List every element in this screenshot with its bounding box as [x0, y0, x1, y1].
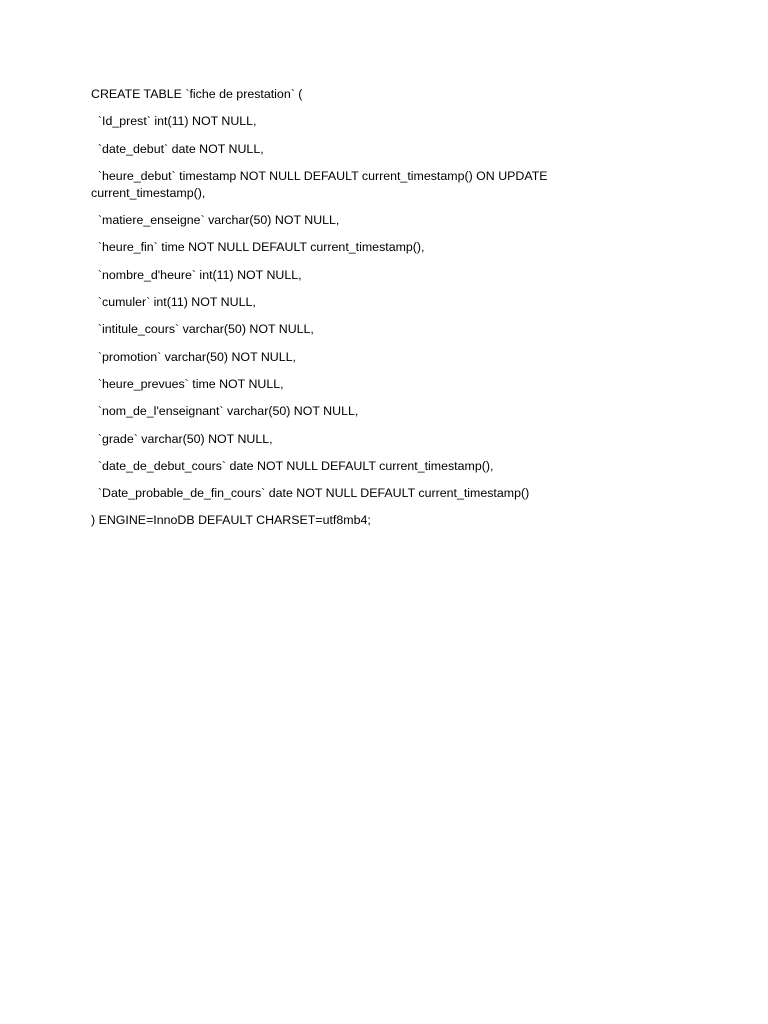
sql-line-id-prest: `Id_prest` int(11) NOT NULL,	[91, 114, 257, 129]
sql-line-heure-prevues: `heure_prevues` time NOT NULL,	[91, 376, 284, 391]
sql-line-matiere-enseigne: `matiere_enseigne` varchar(50) NOT NULL,	[91, 213, 340, 228]
sql-line-cumuler: `cumuler` int(11) NOT NULL,	[91, 295, 256, 310]
sql-line-engine: ) ENGINE=InnoDB DEFAULT CHARSET=utf8mb4;	[91, 513, 371, 528]
sql-line-nom-de-l-enseignant: `nom_de_l'enseignant` varchar(50) NOT NULL,	[91, 404, 359, 419]
sql-line-grade: `grade` varchar(50) NOT NULL,	[91, 431, 273, 446]
sql-line-date-de-debut-cours: `date_de_debut_cours` date NOT NULL DEFAULT current_timestamp(),	[91, 458, 494, 473]
sql-line-promotion: `promotion` varchar(50) NOT NULL,	[91, 349, 296, 364]
document-body	[91, 86, 571, 529]
sql-line-create-table: CREATE TABLE `fiche de prestation` (	[91, 87, 303, 101]
sql-line-date-debut: `date_debut` date NOT NULL,	[91, 141, 264, 156]
sql-line-nombre-d-heure: `nombre_d'heure` int(11) NOT NULL,	[91, 267, 302, 282]
sql-line-heure-fin: `heure_fin` time NOT NULL DEFAULT current_timestamp(),	[91, 240, 425, 255]
sql-line-date-probable-de-fin-cours: `Date_probable_de_fin_cours` date NOT NULL DEFAULT current_timestamp()	[91, 486, 530, 501]
sql-line-intitule-cours: `intitule_cours` varchar(50) NOT NULL,	[91, 322, 314, 337]
sql-line-heure-debut: `heure_debut` timestamp NOT NULL DEFAULT current_timestamp() ON UPDATE current_timestamp(),	[91, 168, 551, 200]
